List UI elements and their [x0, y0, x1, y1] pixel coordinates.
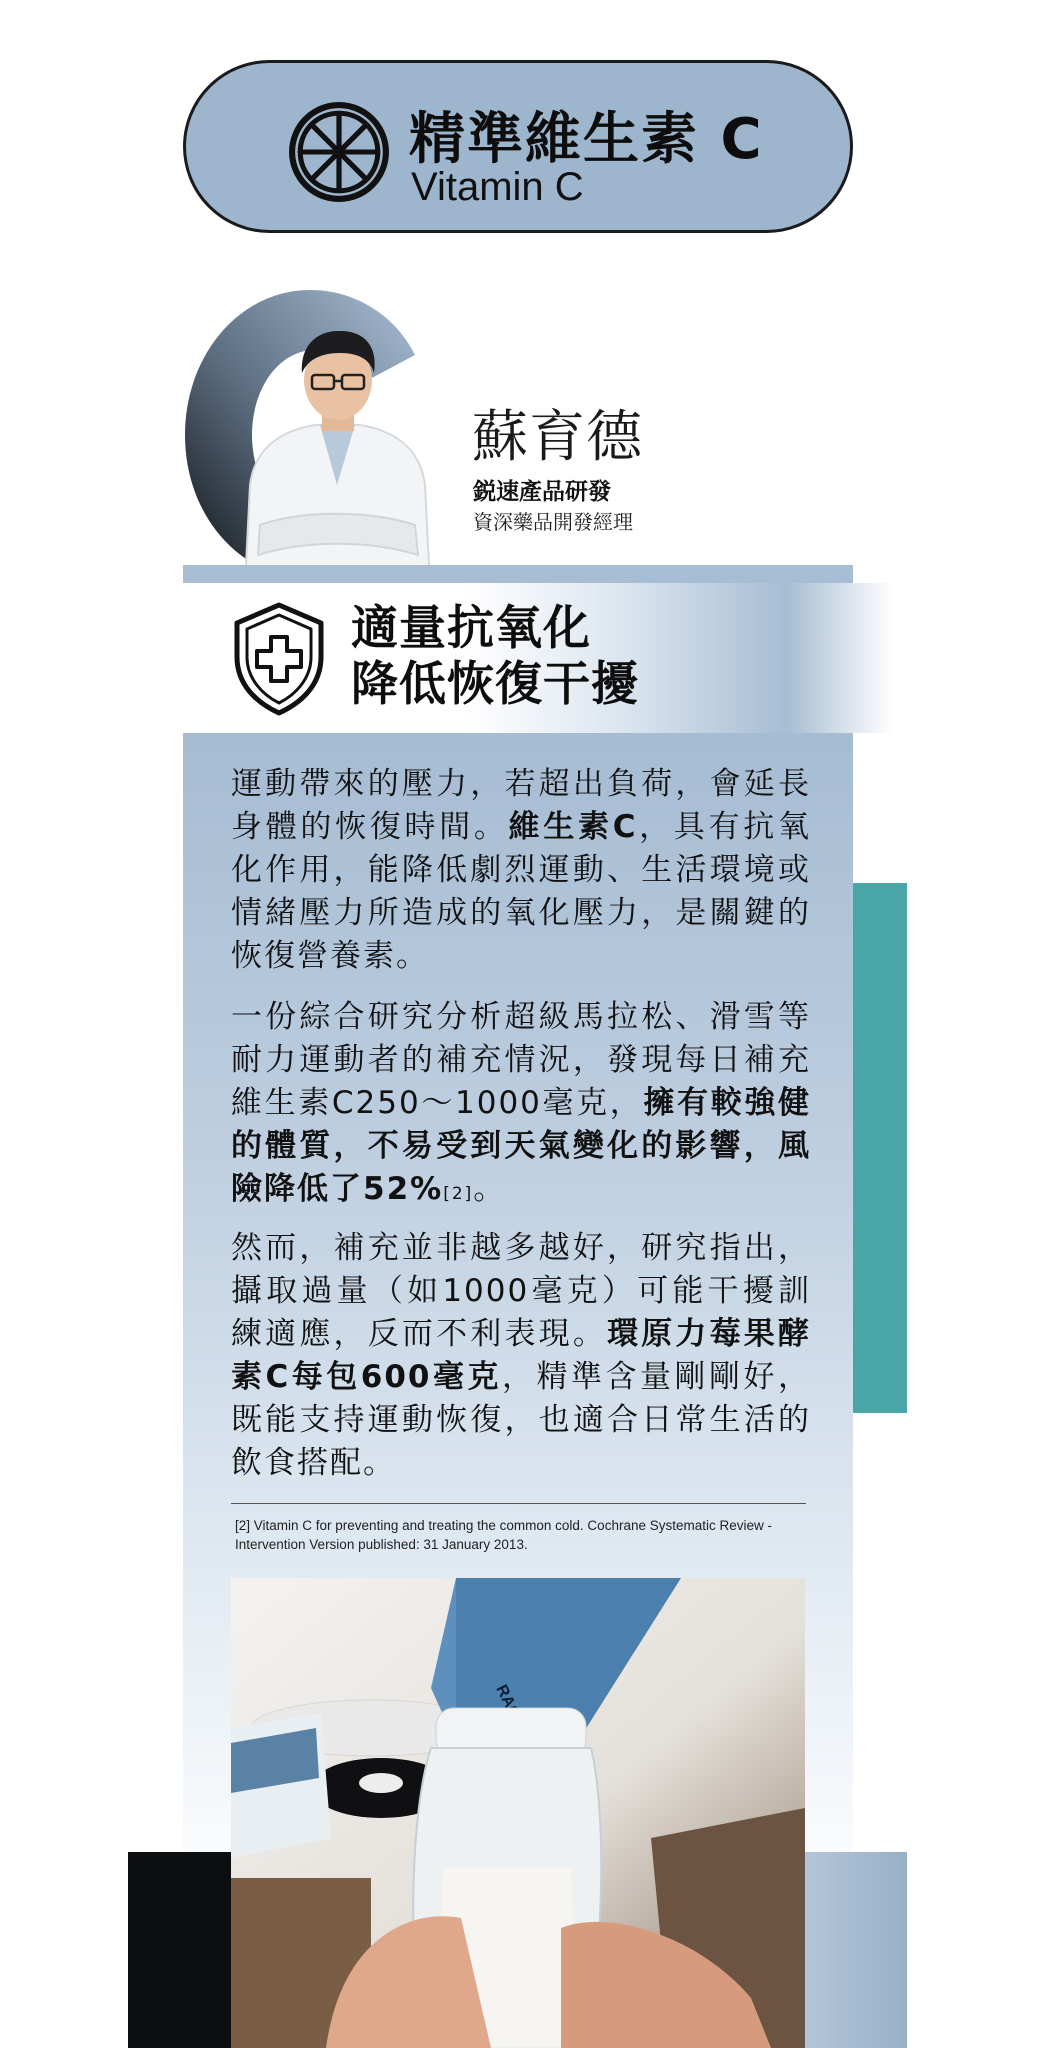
- page-subtitle: Vitamin C: [411, 165, 584, 209]
- header-pill: [183, 60, 853, 233]
- paragraph-3: [231, 1227, 811, 1485]
- person-role: 資深藥品開發經理: [473, 510, 633, 534]
- p2-text-end: 。: [473, 1171, 507, 1207]
- person-name: 蘇育德: [472, 405, 643, 470]
- teal-accent-bar: [853, 883, 907, 1413]
- divider: [231, 1503, 806, 1504]
- person-company: 鋭速產品研發: [473, 479, 611, 505]
- paragraph-1: [231, 763, 811, 978]
- p3-emphasis: 環原力莓果酵素C每包600毫克: [231, 1316, 811, 1395]
- reference-note: [2] Vitamin C for preventing and treating the common cold. Cochrane Systematic Review - Intervention Version published: 31 January 2013.: [235, 1518, 773, 1552]
- doctor-portrait: [240, 325, 435, 585]
- section-header: [183, 583, 893, 733]
- p1-emphasis: 維生素C: [508, 809, 638, 845]
- citation-marker: [2]: [443, 1184, 474, 1204]
- p1-text: 運動帶來的壓力，若超出負荷，會延長身體的恢復時間。: [231, 766, 811, 845]
- section-title-line1: 適量抗氧化: [351, 601, 591, 656]
- p2-emphasis: 擁有較強健的體質，不易受到天氣變化的影響，風險降低了52%: [231, 1085, 812, 1207]
- paragraph-2: [231, 996, 811, 1216]
- photo-illustration: [231, 1578, 805, 2048]
- page-title: 精準維生素 C: [409, 107, 764, 172]
- p2-text: 一份綜合研究分析超級馬拉松、滑雪等耐力運動者的補充情況，發現每日補充維生素C250～1000毫克，: [231, 999, 811, 1121]
- p1-text-end: ，具有抗氧化作用，能降低劇烈運動、生活環境或情緒壓力所造成的氧化壓力，是關鍵的恢復營養素。: [231, 809, 811, 974]
- product-photo: [231, 1578, 805, 2048]
- p3-text: 然而，補充並非越多越好，研究指出，攝取過量（如1000毫克）可能干擾訓練適應，反而不利表現。: [231, 1230, 811, 1352]
- p3-text-end: ，精準含量剛剛好，既能支持運動恢復，也適合日常生活的飲食搭配。: [231, 1359, 812, 1481]
- section-title: [351, 601, 639, 713]
- section-title-line2: 降低恢復干擾: [351, 657, 639, 712]
- panel-top-strip: [183, 565, 853, 583]
- blue-accent-block: [795, 1852, 907, 2048]
- citrus-slice-icon: [288, 101, 390, 203]
- dark-accent-block: [128, 1852, 248, 2048]
- shield-cross-icon: [231, 601, 327, 717]
